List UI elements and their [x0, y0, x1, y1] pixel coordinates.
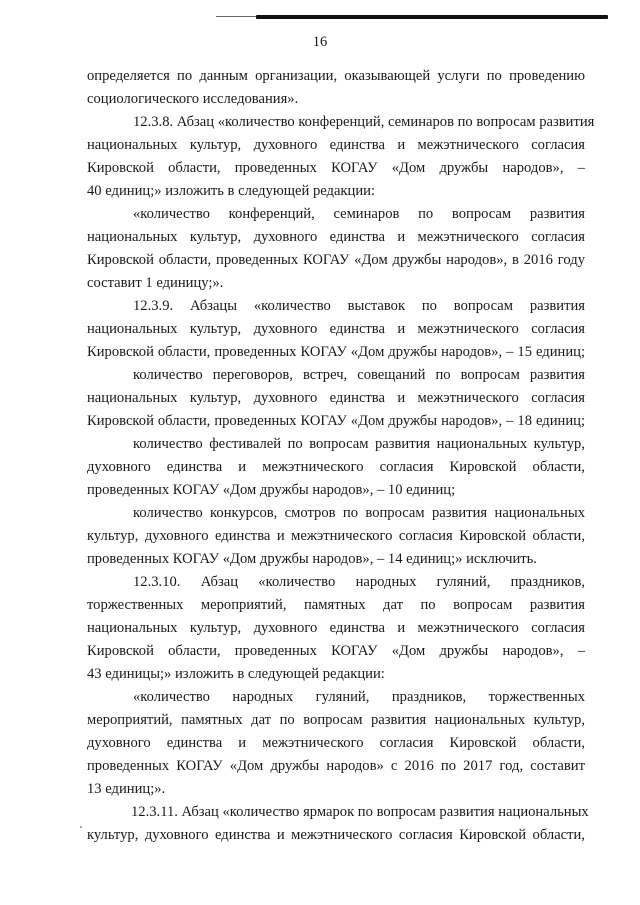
- text-line: 40 единиц;» изложить в следующей редакции:: [87, 183, 375, 199]
- text-line: национальных культур, духовного единства и межэтнического согласия: [87, 229, 585, 245]
- text-line: Кировской области, проведенных КОГАУ «Дом дружбы народов», –: [87, 643, 585, 659]
- text-line: национальных культур, духовного единства и межэтнического согласия: [87, 137, 585, 153]
- text-line: Кировской области, проведенных КОГАУ «Дом дружбы народов», в 2016 году: [87, 252, 585, 268]
- text-line: проведенных КОГАУ «Дом дружбы народов», – 10 единиц;: [87, 482, 456, 498]
- text-line: торжественных мероприятий, памятных дат по вопросам развития: [87, 597, 585, 613]
- text-line: культур, духовного единства и межэтнического согласия Кировской области,: [87, 528, 585, 544]
- text-line: духовного единства и межэтнического согласия Кировской области,: [87, 459, 585, 475]
- text-line: культур, духовного единства и межэтнического согласия Кировской области,: [87, 827, 585, 843]
- page-number: 16: [312, 34, 328, 50]
- paragraph-12-3-11-start: 12.3.11. Абзац «количество ярмарок по вопросам развития национальных: [131, 804, 589, 820]
- text-line: духовного единства и межэтнического согласия Кировской области,: [87, 735, 585, 751]
- text-line: Кировской области, проведенных КОГАУ «Дом дружбы народов», – 15 единиц;: [87, 344, 585, 360]
- text-line: социологического исследования».: [87, 91, 299, 107]
- scan-speck: [80, 826, 82, 828]
- text-line: национальных культур, духовного единства и межэтнического согласия: [87, 321, 585, 337]
- text-line: Кировской области, проведенных КОГАУ «Дом дружбы народов», –: [87, 160, 585, 176]
- text-line: количество переговоров, встреч, совещаний по вопросам развития: [133, 367, 585, 383]
- text-line: национальных культур, духовного единства и межэтнического согласия: [87, 390, 585, 406]
- text-line: 13 единиц;».: [87, 781, 166, 797]
- paragraph-12-3-10-start: 12.3.10. Абзац «количество народных гуляний, праздников,: [133, 574, 585, 590]
- text-line: определяется по данным организации, оказывающей услуги по проведению: [87, 68, 585, 84]
- text-line: проведенных КОГАУ «Дом дружбы народов», – 14 единиц;» исключить.: [87, 551, 537, 567]
- scan-top-rule: [256, 15, 608, 19]
- text-line: составит 1 единицу;».: [87, 275, 224, 291]
- text-line: проведенных КОГАУ «Дом дружбы народов» с 2016 по 2017 год, составит: [87, 758, 585, 774]
- paragraph-12-3-8-start: 12.3.8. Абзац «количество конференций, семинаров по вопросам развития: [133, 114, 595, 130]
- text-line: мероприятий, памятных дат по вопросам развития национальных культур,: [87, 712, 585, 728]
- text-line: национальных культур, духовного единства и межэтнического согласия: [87, 620, 585, 636]
- text-line: 43 единицы;» изложить в следующей редакции:: [87, 666, 385, 682]
- paragraph-12-3-9-start: 12.3.9. Абзацы «количество выставок по вопросам развития: [133, 298, 585, 314]
- quote-start: «количество народных гуляний, праздников, торжественных: [133, 689, 585, 705]
- quote-start: «количество конференций, семинаров по вопросам развития: [133, 206, 585, 222]
- text-line: количество конкурсов, смотров по вопросам развития национальных: [133, 505, 585, 521]
- text-line: количество фестивалей по вопросам развития национальных культур,: [133, 436, 585, 452]
- text-line: Кировской области, проведенных КОГАУ «Дом дружбы народов», – 18 единиц;: [87, 413, 585, 429]
